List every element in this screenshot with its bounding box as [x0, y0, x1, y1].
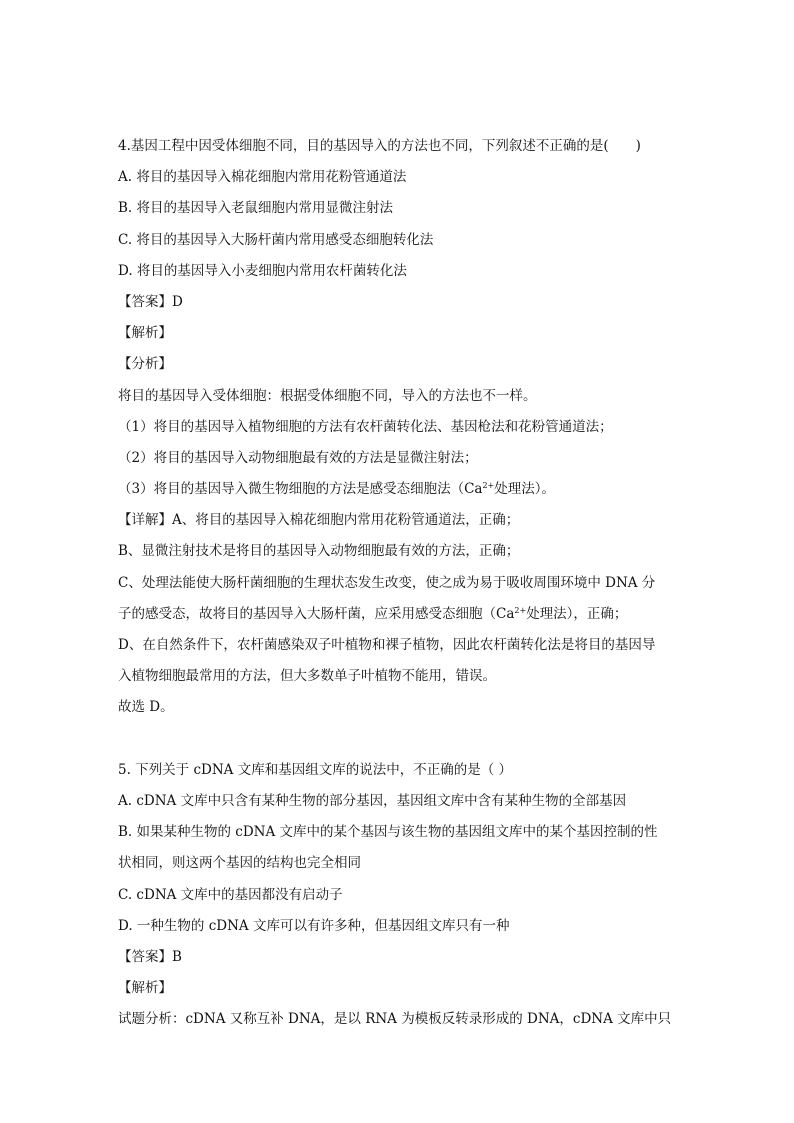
q4-detail-c2-sup: 2+ [514, 605, 527, 615]
q5-option-b2: 状相同，则这两个基因的结构也完全相同 [118, 855, 361, 872]
document-page [118, 131, 688, 1035]
q4-fenxi-tag: 【分析】 [118, 356, 172, 373]
q4-option-d: D. 将目的基因导入小麦细胞内常用农杆菌转化法 [118, 262, 407, 279]
q5-option-b1: B. 如果某种生物的 cDNA 文库中的某个基因与该生物的基因组文库中的某个基因控制的性 [118, 824, 658, 841]
q5-answer-line [118, 942, 688, 973]
q5-option-a: A. cDNA 文库中只含有某种生物的部分基因，基因组文库中含有某种生物的全部基因 [118, 792, 627, 809]
q5-option-c: C. cDNA 文库中的基因都没有启动子 [118, 886, 343, 903]
q4-analysis-tag: 【解析】 [118, 325, 172, 342]
q4-answer-line [118, 287, 688, 318]
q4-detail-tag: 【详解】 [118, 512, 172, 529]
q4-answer-tag: 【答案】 [118, 293, 172, 310]
question-gap [118, 724, 688, 755]
q4-fenxi-line-0: 将目的基因导入受体细胞：根据受体细胞不同，导入的方法也不一样。 [118, 387, 537, 404]
q4-detail-a: A、将目的基因导入棉花细胞内常用花粉管通道法，正确； [172, 512, 520, 529]
q5-stem: 5. 下列关于 cDNA 文库和基因组文库的说法中，不正确的是（ ） [118, 761, 512, 778]
q4-fenxi-line-2: （2）将目的基因导入动物细胞最有效的方法是显微注射法； [118, 449, 478, 466]
q4-detail-b: B、显微注射技术是将目的基因导入动物细胞最有效的方法，正确； [118, 543, 520, 560]
q4-detail-c2-post: 处理法），正确； [526, 605, 628, 622]
q4-detail-c2 [118, 599, 688, 630]
q4-conclusion: 故选 D。 [118, 699, 174, 716]
q4-detail-d2: 入植物细胞最常用的方法，但大多数单子叶植物不能用，错误。 [118, 668, 496, 685]
q4-detail-d1: D、在自然条件下，农杆菌感染双子叶植物和裸子植物，因此农杆菌转化法是将目的基因导 [118, 637, 656, 653]
q5-option-d: D. 一种生物的 cDNA 文库可以有许多种，但基因组文库只有一种 [118, 917, 510, 934]
q4-option-b: B. 将目的基因导入老鼠细胞内常用显微注射法 [118, 200, 394, 217]
q4-answer-value: D [172, 293, 183, 310]
q4-fenxi-line-3-sup: 2+ [482, 481, 495, 491]
q5-analysis-text: 试题分析：cDNA 又称互补 DNA，是以 RNA 为模板反转录形成的 DNA，cDNA 文库中只 [118, 1011, 672, 1028]
q4-option-c: C. 将目的基因导入大肠杆菌内常用感受态细胞转化法 [118, 231, 434, 248]
q4-detail-a-line [118, 505, 688, 536]
q4-detail-c2-pre: 子的感受态，故将目的基因导入大肠杆菌，应采用感受态细胞（Ca [118, 605, 515, 622]
q4-fenxi-line-3 [118, 474, 688, 505]
q4-fenxi-line-3-post: 处理法）。 [494, 481, 556, 498]
q4-option-a: A. 将目的基因导入棉花细胞内常用花粉管通道法 [118, 169, 407, 186]
q5-analysis-tag: 【解析】 [118, 980, 172, 997]
q4-detail-c1: C、处理法能使大肠杆菌细胞的生理状态发生改变，使之成为易于吸收周围环境中 DNA 分 [118, 574, 656, 591]
q5-answer-tag: 【答案】 [118, 948, 172, 965]
q5-answer-value: B [172, 948, 182, 965]
q4-fenxi-line-1: （1）将目的基因导入植物细胞的方法有农杆菌转化法、基因枪法和花粉管通道法； [118, 418, 613, 435]
q4-stem: 4.基因工程中因受体细胞不同，目的基因导入的方法也不同，下列叙述不正确的是( ) [118, 138, 641, 154]
q4-fenxi-line-3-pre: （3）将目的基因导入微生物细胞的方法是感受态细胞法（Ca [118, 481, 483, 498]
